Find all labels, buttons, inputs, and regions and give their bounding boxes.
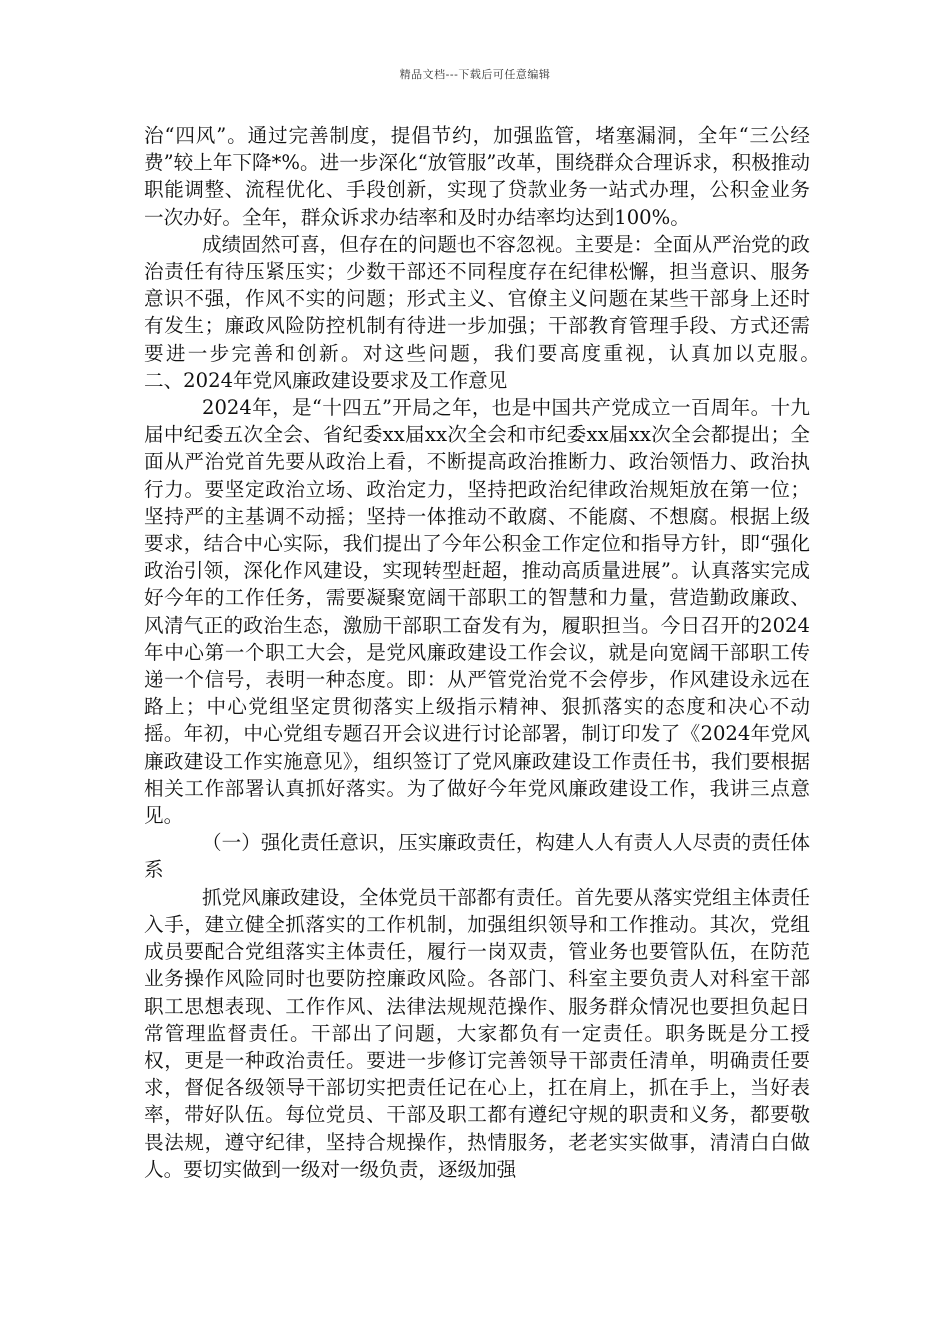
section-heading: （一）强化责任意识，压实廉政责任，构建人人有责人人尽责的责任体系 — [144, 831, 810, 882]
paragraph-1: 治“四风”。通过完善制度，提倡节约，加强监管，堵塞漏洞，全年“三公经费”较上年下降*%。进一步深化“放管服”改革，围绕群众合理诉求，积极推动职能调整、流程优化、手段创新，实现了贷款业务一站式办理，公积金业务一次办好。全年，群众诉求办结率和及时办结率均达到100%。 — [144, 124, 810, 229]
paragraph-4: 抓党风廉政建设，全体党员干部都有责任。首先要从落实党组主体责任入手，建立健全抓落实的工作机制，加强组织领导和工作推动。其次，党组成员要配合党组落实主体责任，履行一岗双责，管业务也要管队伍，在防范业务操作风险同时也要防控廉政风险。各部门、科室主要负责人对科室干部职工思想表现、工作作风、法律法规规范操作、服务群众情况也要担负起日常管理监督责任。干部出了问题，大家都负有一定责任。职务既是分工授权，更是一种政治责任。要进一步修订完善领导干部责任清单，明确责任要求，督促各级领导干部切实把责任记在心上，扛在肩上，抓在手上，当好表率，带好队伍。每位党员、干部及职工都有遵纪守规的职责和义务，都要敬畏法规，遵守纪律，坚持合规操作，热情服务，老老实实做事，清清白白做人。要切实做到一级对一级负责，逐级加强 — [144, 885, 810, 1181]
page-header: 精品文档---下载后可任意编辑 — [399, 68, 551, 81]
paragraph-2: 成绩固然可喜，但存在的问题也不容忽视。主要是：全面从严治党的政治责任有待压紧压实；少数干部还不同程度存在纪律松懈，担当意识、服务意识不强，作风不实的问题；形式主义、官僚主义问题在某些干部身上还时有发生；廉政风险防控机制有待进一步加强；干部教育管理手段、方式还需要进一步完善和创新。对这些问题，我们要高度重视，认真加以克服。 二、2024年党风廉政建设要求及工作意见 — [144, 232, 869, 392]
document-body — [144, 122, 869, 1183]
paragraph-3: 2024年，是“十四五”开局之年，也是中国共产党成立一百周年。十九届中纪委五次全会、省纪委xx届xx次全会和市纪委xx届xx次全会都提出；全面从严治党首先要从政治上看，不断提高政治推断力、政治领悟力、政治执行力。要坚定政治立场、政治定力，坚持把政治纪律政治规矩放在第一位；坚持严的主基调不动摇；坚持一体推动不敢腐、不能腐、不想腐。根据上级要求，结合中心实际，我们提出了今年公积金工作定位和指导方针，即“强化政治引领，深化作风建设，实现转型赶超，推动高质量进展”。认真落实完成好今年的工作任务，需要凝聚宽阔干部职工的智慧和力量，营造勤政廉政、风清气正的政治生态，激励干部职工奋发有为，履职担当。今日召开的2024年中心第一个职工大会，是党风廉政建设工作会议，就是向宽阔干部职工传递一个信号，表明一种态度。即：从严管党治党不会停步，作风建设永远在路上；中心党组坚定贯彻落实上级指示精神、狠抓落实的态度和决心不动摇。年初，中心党组专题召开会议进行讨论部署，制订印发了《2024年党风廉政建设工作实施意见》，组织签订了党风廉政建设工作责任书，我们要根据相关工作部署认真抓好落实。为了做好今年党风廉政建设工作，我讲三点意见。 — [144, 396, 810, 828]
